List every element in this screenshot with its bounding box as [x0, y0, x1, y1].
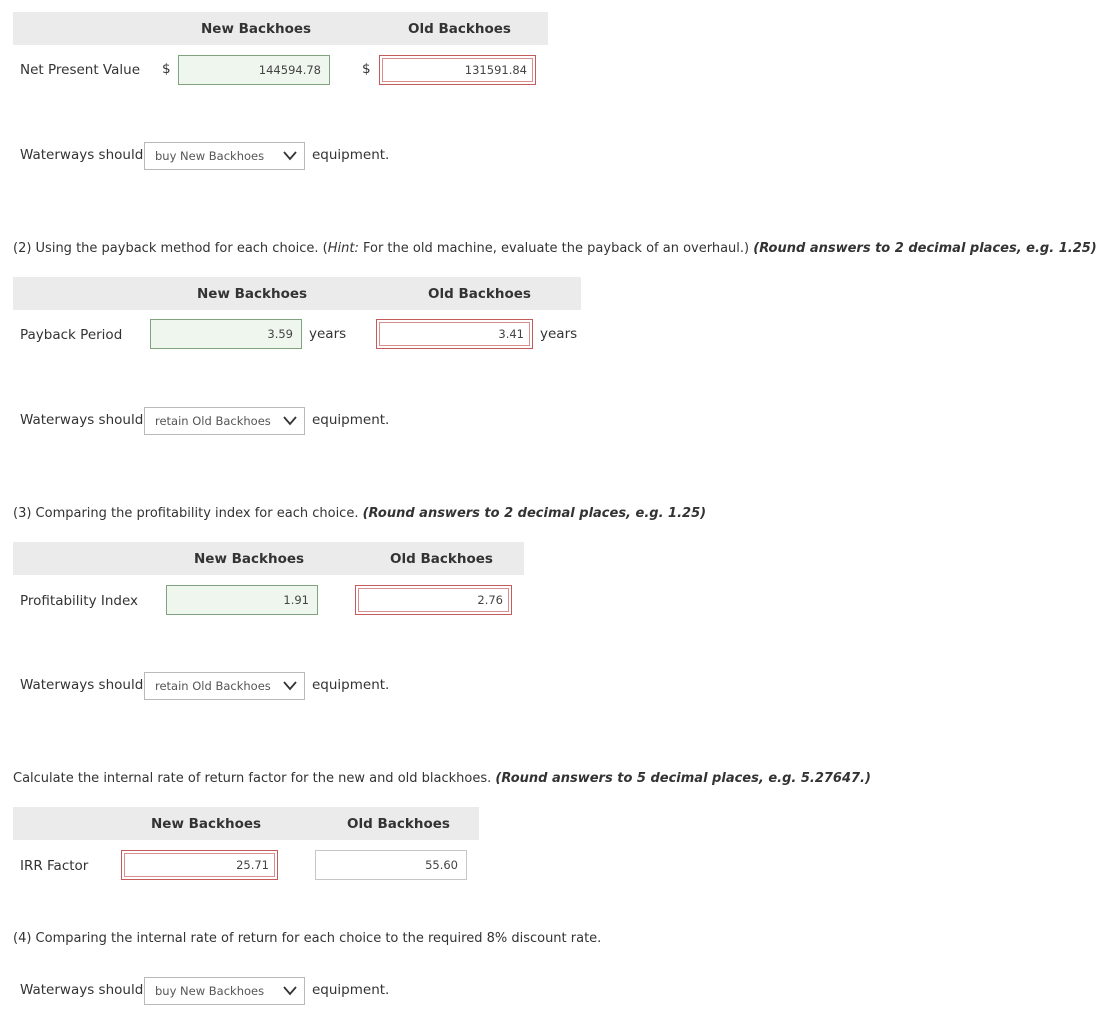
profitability-instruction: (Round answers to 2 decimal places, e.g. 1.25)	[362, 506, 707, 521]
payback-old-input[interactable]: 3.41	[376, 319, 533, 349]
profitability-decision-select[interactable]	[144, 672, 305, 700]
irr-compare-decision-select[interactable]	[144, 977, 305, 1005]
profitability-should-label: Waterways should	[20, 677, 144, 693]
npv-row-label: Net Present Value	[20, 62, 141, 78]
profitability-old-input[interactable]: 2.76	[355, 585, 512, 615]
irr-compare-decision-value: buy New Backhoes	[155, 984, 265, 998]
profitability-col-old: Old Backhoes	[390, 551, 493, 567]
irr-col-old: Old Backhoes	[347, 816, 450, 832]
chevron-down-icon	[282, 150, 298, 162]
profitability-new-input[interactable]: 1.91	[166, 585, 318, 615]
payback-header	[13, 277, 581, 310]
profitability-suffix: equipment.	[312, 677, 390, 693]
irr-row-label: IRR Factor	[20, 858, 89, 874]
npv-should-label: Waterways should	[20, 147, 144, 163]
profitability-header	[13, 542, 524, 575]
payback-col-old: Old Backhoes	[428, 286, 531, 302]
chevron-down-icon	[282, 680, 298, 692]
profitability-decision-value: retain Old Backhoes	[155, 679, 271, 693]
payback-decision-select[interactable]	[144, 407, 305, 435]
irr-new-input[interactable]: 25.71	[121, 850, 278, 880]
payback-old-unit: years	[540, 326, 578, 342]
profitability-question: (3) Comparing the profitability index for each choice. (Round answers to 2 decimal places, e.g. 1.25)	[13, 506, 707, 521]
irr-compare-suffix: equipment.	[312, 982, 390, 998]
payback-question: (2) Using the payback method for each choice. (Hint: For the old machine, evaluate the payback of an overhaul.) (Round answers to 2 decimal places, e.g. 1.25)	[13, 241, 1097, 256]
payback-instruction: (Round answers to 2 decimal places, e.g. 1.25)	[753, 241, 1097, 256]
payback-new-unit: years	[309, 326, 347, 342]
irr-instruction: (Round answers to 5 decimal places, e.g. 5.27647.)	[495, 771, 871, 786]
payback-suffix: equipment.	[312, 412, 390, 428]
payback-new-input[interactable]: 3.59	[150, 319, 302, 349]
npv-new-input[interactable]: 144594.78	[178, 55, 330, 85]
npv-new-currency: $	[162, 61, 171, 77]
npv-header	[13, 12, 548, 45]
irr-header	[13, 807, 479, 840]
payback-should-label: Waterways should	[20, 412, 144, 428]
npv-decision-value: buy New Backhoes	[155, 149, 265, 163]
payback-col-new: New Backhoes	[197, 286, 308, 302]
profitability-row-label: Profitability Index	[20, 593, 139, 609]
payback-hint-label: Hint:	[327, 241, 359, 256]
chevron-down-icon	[282, 415, 298, 427]
chevron-down-icon	[282, 985, 298, 997]
irr-col-new: New Backhoes	[151, 816, 262, 832]
irr-compare-question: (4) Comparing the internal rate of return for each choice to the required 8% discount rate.	[13, 931, 602, 946]
npv-decision-select[interactable]	[144, 142, 305, 170]
npv-old-currency: $	[362, 61, 371, 77]
npv-suffix: equipment.	[312, 147, 390, 163]
payback-row-label: Payback Period	[20, 327, 123, 343]
npv-old-input[interactable]: 131591.84	[379, 55, 536, 85]
payback-decision-value: retain Old Backhoes	[155, 414, 271, 428]
irr-compare-should-label: Waterways should	[20, 982, 144, 998]
npv-col-new: New Backhoes	[201, 21, 312, 37]
irr-old-input[interactable]: 55.60	[315, 850, 467, 880]
profitability-col-new: New Backhoes	[194, 551, 305, 567]
irr-question: Calculate the internal rate of return factor for the new and old blackhoes. (Round answers to 5 decimal places, e.g. 5.27647.)	[13, 771, 871, 786]
npv-col-old: Old Backhoes	[408, 21, 511, 37]
